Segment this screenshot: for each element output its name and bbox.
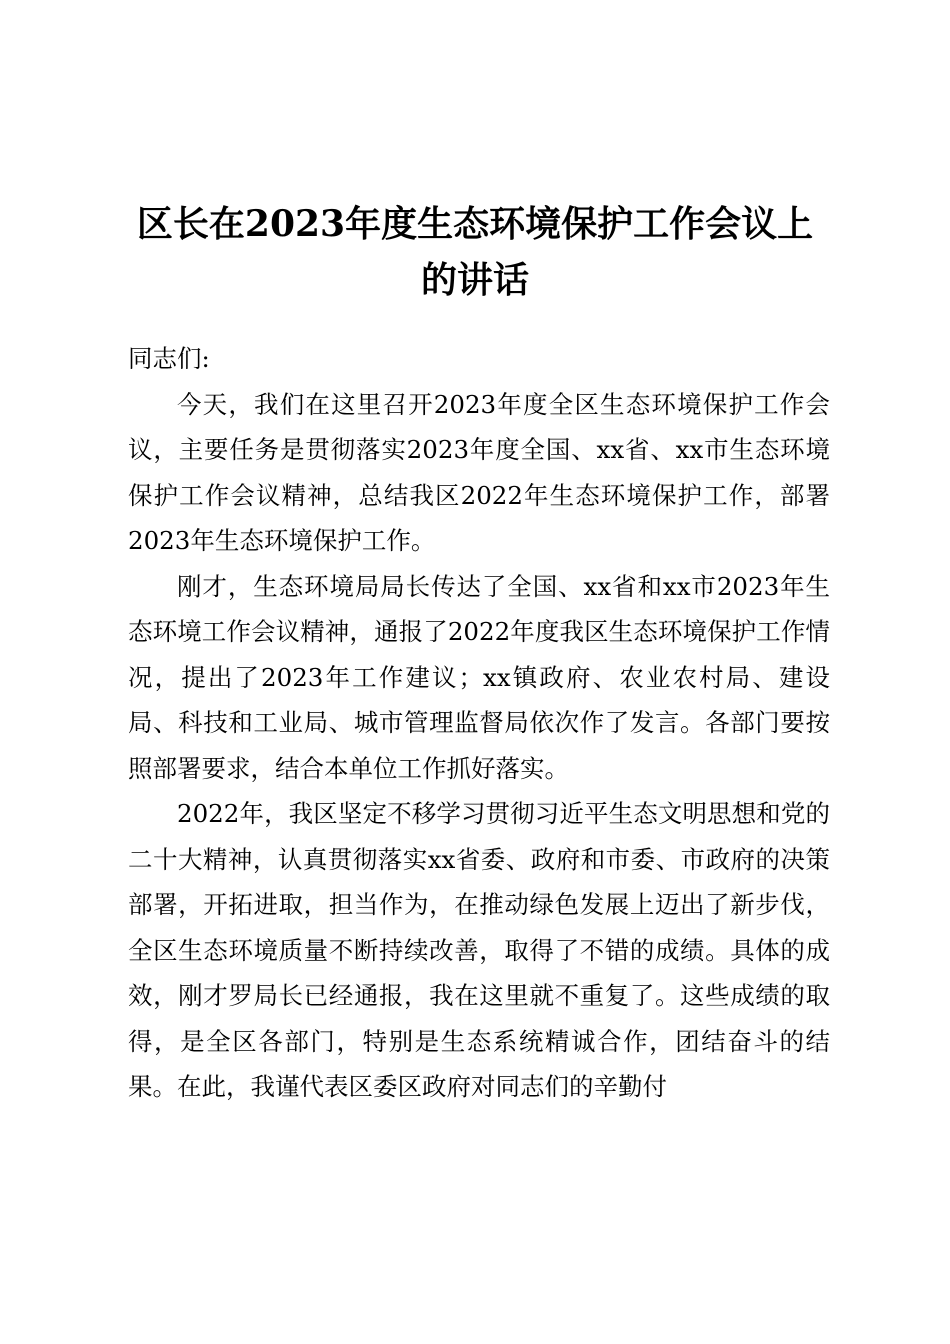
salutation: 同志们: [128,344,210,373]
paragraph-1: 今天，我们在这里召开2023年度全区生态环境保护工作会议，主要任务是贯彻落实2023年度全国、xx省、xx市生态环境保护工作会议精神，总结我区2022年生态环境保护工作，部署2023年生态环境保护工作。 [128,389,830,555]
document-body [128,336,830,1110]
document-title: 区长在2023年度生态环境保护工作会议上的讲话 [136,203,814,301]
paragraph-2: 刚才，生态环境局局长传达了全国、xx省和xx市2023年生态环境工作会议精神，通报了2022年度我区生态环境保护工作情况，提出了2023年工作建议；xx镇政府、农业农村局、建设局、科技和工业局、城市管理监督局依次作了发言。各部门要按照部署要求，结合本单位工作抓好落实。 [128,571,830,783]
paragraph-3: 2022年，我区坚定不移学习贯彻习近平生态文明思想和党的二十大精神，认真贯彻落实xx省委、政府和市委、市政府的决策部署，开拓进取，担当作为，在推动绿色发展上迈出了新步伐，全区生态环境质量不断持续改善，取得了不错的成绩。具体的成效，刚才罗局长已经通报，我在这里就不重复了。这些成绩的取得，是全区各部门，特别是生态系统精诚合作，团结奋斗的结果。在此，我谨代表区委区政府对同志们的辛勤付 [128,799,830,1101]
